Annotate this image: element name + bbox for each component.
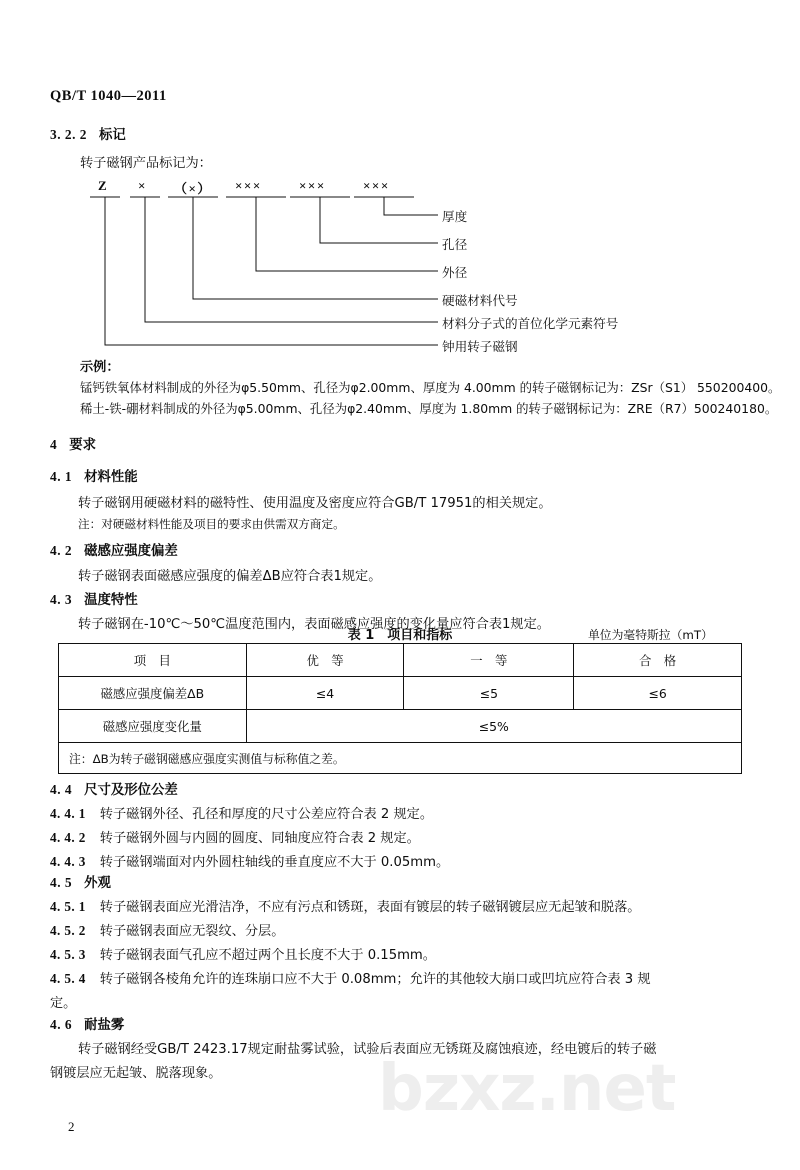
clause-4-5-1-number: 4. 5. 1 (50, 899, 86, 914)
clause-4-5-2-text: 转子磁钢表面应无裂纹、分层。 (99, 924, 285, 939)
heading-4-2 (50, 540, 178, 559)
heading-4-3-number: 4. 3 (50, 592, 73, 607)
heading-4-3 (50, 589, 138, 608)
table1-header-pass: 合 格 (574, 644, 742, 677)
table-header-row (59, 644, 742, 677)
heading-4-6-number: 4. 6 (50, 1017, 73, 1032)
diagram-code-3: ××× (235, 178, 262, 193)
heading-4-4-number: 4. 4 (50, 782, 73, 797)
heading-4-6-title: 耐盐雾 (84, 1018, 125, 1033)
clause-4-4-3 (50, 851, 449, 870)
heading-3-2-2-title: 标记 (98, 128, 126, 143)
heading-4 (50, 434, 96, 453)
table1-r1-val-1: ≤5 (404, 677, 574, 710)
diagram-label-rotor-magnet: 钟用转子磁钢 (442, 339, 518, 354)
clause-4-4-2-number: 4. 4. 2 (50, 830, 86, 845)
example-line-1: 锰钙铁氧体材料制成的外径为φ5.50mm、孔径为φ2.00mm、厚度为 4.00mm 的转子磁钢标记为：ZSr（S1） 550200400。 (80, 380, 781, 395)
clause-4-4-3-number: 4. 4. 3 (50, 854, 86, 869)
table1-r1-item: 磁感应强度偏差ΔB (59, 677, 247, 710)
clause-4-5-4-text: 转子磁钢各棱角允许的连珠崩口应不大于 0.08mm；允许的其他较大崩口或凹坑应符合表 3 规 (99, 972, 651, 987)
clause-4-5-2 (50, 920, 284, 939)
section-4-1-note: 注：对硬磁材料性能及项目的要求由供需双方商定。 (78, 517, 345, 531)
section-4-2-body: 转子磁钢表面磁感应强度的偏差ΔB应符合表1规定。 (78, 569, 382, 584)
heading-4-4 (50, 779, 178, 798)
section-4-1-body: 转子磁钢用硬磁材料的磁特性、使用温度及密度应符合GB/T 17951的相关规定。 (78, 496, 552, 511)
clause-4-4-3-text: 转子磁钢端面对内外圆柱轴线的垂直度应不大于 0.05mm。 (99, 855, 450, 870)
section-3-2-2-intro: 转子磁钢产品标记为： (80, 156, 212, 171)
table1-note: 注：ΔB为转子磁钢磁感应强度实测值与标称值之差。 (59, 743, 742, 774)
diagram-code-1: × (138, 178, 147, 193)
clause-4-5-3 (50, 944, 436, 963)
diagram-label-outer-diameter: 外径 (442, 265, 468, 280)
diagram-label-bore-diameter: 孔径 (442, 237, 468, 252)
clause-4-4-1-number: 4. 4. 1 (50, 806, 86, 821)
table1-r2-item: 磁感应强度变化量 (59, 710, 247, 743)
heading-4-2-title: 磁感应强度偏差 (84, 544, 178, 559)
diagram-label-thickness: 厚度 (442, 209, 468, 224)
diagram-label-element-symbol: 材料分子式的首位化学元素符号 (442, 316, 619, 331)
clause-4-4-1 (50, 803, 433, 822)
table1-r1-val-2: ≤6 (574, 677, 742, 710)
heading-4-5 (50, 872, 111, 891)
marking-structure-diagram (90, 178, 710, 356)
clause-4-4-2-text: 转子磁钢外圆与内圆的圆度、同轴度应符合表 2 规定。 (99, 831, 420, 846)
clause-4-5-4-number: 4. 5. 4 (50, 971, 86, 986)
heading-4-number: 4 (50, 437, 58, 452)
heading-4-6 (50, 1014, 124, 1033)
diagram-label-material-code: 硬磁材料代号 (442, 293, 518, 308)
clause-4-5-3-text: 转子磁钢表面气孔应不超过两个且长度不大于 0.15mm。 (99, 948, 436, 963)
table1-unit-label: 单位为毫特斯拉（mT） (588, 628, 713, 642)
diagram-code-4: ××× (299, 178, 326, 193)
clause-4-5-1 (50, 896, 640, 915)
table1-r2-merged-value: ≤5% (246, 710, 741, 743)
clause-4-5-4 (50, 968, 651, 987)
heading-4-5-number: 4. 5 (50, 875, 73, 890)
heading-4-1-number: 4. 1 (50, 469, 73, 484)
example-title: 示例： (80, 360, 120, 375)
section-4-6-body-line-2: 钢镀层应无起皱、脱落现象。 (50, 1066, 222, 1081)
clause-4-4-1-text: 转子磁钢外径、孔径和厚度的尺寸公差应符合表 2 规定。 (99, 807, 434, 822)
clause-4-4-2 (50, 827, 420, 846)
table1-header-item: 项 目 (59, 644, 247, 677)
table1-header-first: 一 等 (404, 644, 574, 677)
section-4-3-body: 转子磁钢在-10℃～50℃温度范围内，表面磁感应强度的变化量应符合表1规定。 (78, 617, 550, 632)
table1-header-superior: 优 等 (246, 644, 404, 677)
standard-number-header: QB/T 1040—2011 (50, 88, 167, 104)
clause-4-5-3-number: 4. 5. 3 (50, 947, 86, 962)
heading-3-2-2 (50, 124, 126, 143)
heading-4-3-title: 温度特性 (84, 593, 138, 608)
example-line-2: 稀土-铁-硼材料制成的外径为φ5.00mm、孔径为φ2.40mm、厚度为 1.80mm 的转子磁钢标记为：ZRE（R7）500240180。 (80, 401, 778, 416)
clause-4-5-2-number: 4. 5. 2 (50, 923, 86, 938)
clause-4-5-4-continuation: 定。 (50, 996, 77, 1011)
heading-3-2-2-number: 3. 2. 2 (50, 127, 87, 142)
diagram-code-5: ××× (363, 178, 390, 193)
clause-4-5-1-text: 转子磁钢表面应光滑洁净，不应有污点和锈斑，表面有镀层的转子磁钢镀层应无起皱和脱落。 (99, 900, 641, 915)
heading-4-title: 要求 (69, 438, 96, 453)
table1-r1-val-0: ≤4 (246, 677, 404, 710)
heading-4-4-title: 尺寸及形位公差 (84, 783, 178, 798)
heading-4-1-title: 材料性能 (84, 470, 138, 485)
table-row (59, 677, 742, 710)
table-note-row (59, 743, 742, 774)
table1-caption: 表 1 项目和指标 (347, 628, 453, 643)
diagram-code-0: Z (98, 178, 109, 193)
table1 (58, 643, 742, 774)
heading-4-2-number: 4. 2 (50, 543, 73, 558)
section-4-6-body-line-1: 转子磁钢经受GB/T 2423.17规定耐盐雾试验，试验后表面应无锈斑及腐蚀痕迹，经电镀后的转子磁 (78, 1042, 657, 1057)
watermark: bzxz.net (378, 1052, 676, 1126)
table-row (59, 710, 742, 743)
page-number: 2 (68, 1119, 75, 1134)
heading-4-5-title: 外观 (84, 876, 111, 891)
heading-4-1 (50, 466, 138, 485)
diagram-code-2: （×） (174, 181, 212, 196)
